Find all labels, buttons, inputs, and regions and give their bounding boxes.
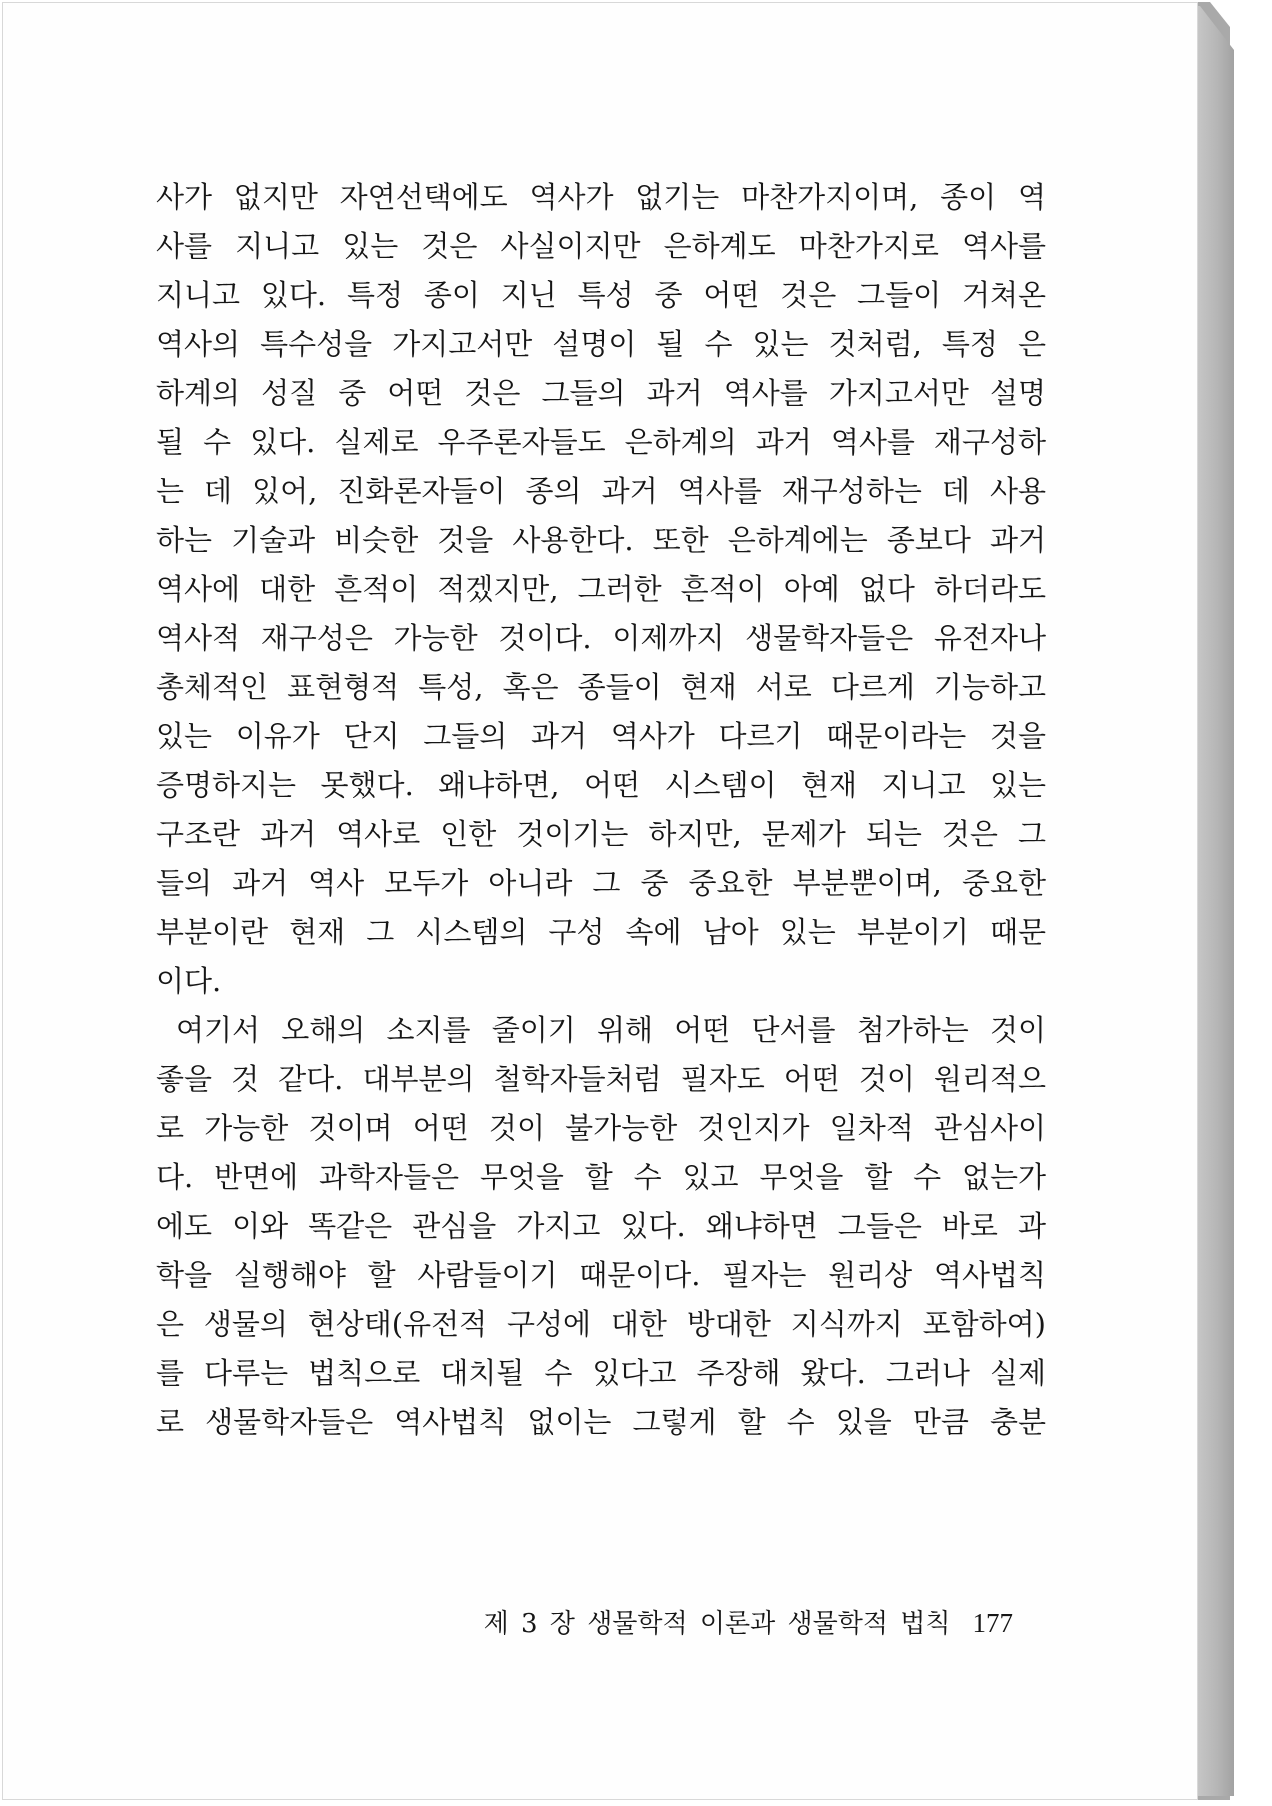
page-stack-edge xyxy=(1194,6,1234,1796)
text-line: 은 생물의 현상태(유전적 구성에 대한 방대한 지식까지 포함하여) xyxy=(156,1307,1046,1341)
text-line: 있는 이유가 단지 그들의 과거 역사가 다르기 때문이라는 것을 xyxy=(156,719,1046,753)
text-line: 역사적 재구성은 가능한 것이다. 이제까지 생물학자들은 유전자나 xyxy=(156,621,1046,655)
text-line: 부분이란 현재 그 시스템의 구성 속에 남아 있는 부분이기 때문 xyxy=(156,915,1046,949)
paragraph-2 xyxy=(156,1006,1046,1447)
text-line: 하계의 성질 중 어떤 것은 그들의 과거 역사를 가지고서만 설명 xyxy=(156,376,1046,410)
body-text xyxy=(156,173,1046,1447)
book-page xyxy=(2,2,1198,1800)
text-line: 학을 실행해야 할 사람들이기 때문이다. 필자는 원리상 역사법칙 xyxy=(156,1258,1046,1292)
text-line: 이다. xyxy=(156,964,222,998)
text-line: 총체적인 표현형적 특성, 혹은 종들이 현재 서로 다르게 기능하고 xyxy=(156,670,1046,704)
text-line: 증명하지는 못했다. 왜냐하면, 어떤 시스템이 현재 지니고 있는 xyxy=(156,768,1046,802)
text-line: 는 데 있어, 진화론자들이 종의 과거 역사를 재구성하는 데 사용 xyxy=(156,474,1046,508)
page-footer xyxy=(443,1603,1013,1640)
text-line: 에도 이와 똑같은 관심을 가지고 있다. 왜냐하면 그들은 바로 과 xyxy=(156,1209,1046,1243)
text-line: 역사에 대한 흔적이 적겠지만, 그러한 흔적이 아예 없다 하더라도 xyxy=(156,572,1046,606)
text-line: 로 생물학자들은 역사법칙 없이는 그렇게 할 수 있을 만큼 충분 xyxy=(156,1405,1046,1439)
text-line: 사가 없지만 자연선택에도 역사가 없기는 마찬가지이며, 종이 역 xyxy=(156,180,1046,214)
text-line: 로 가능한 것이며 어떤 것이 불가능한 것인지가 일차적 관심사이 xyxy=(156,1111,1046,1145)
paragraph-1 xyxy=(156,173,1046,1006)
text-line: 좋을 것 같다. 대부분의 철학자들처럼 필자도 어떤 것이 원리적으 xyxy=(156,1062,1046,1096)
text-line: 여기서 오해의 소지를 줄이기 위해 어떤 단서를 첨가하는 것이 xyxy=(176,1013,1046,1047)
text-line: 지니고 있다. 특정 종이 지닌 특성 중 어떤 것은 그들이 거쳐온 xyxy=(156,278,1046,312)
page-number: 177 xyxy=(972,1608,1013,1638)
text-line: 하는 기술과 비슷한 것을 사용한다. 또한 은하계에는 종보다 과거 xyxy=(156,523,1046,557)
text-line: 들의 과거 역사 모두가 아니라 그 중 중요한 부분뿐이며, 중요한 xyxy=(156,866,1046,900)
text-line: 될 수 있다. 실제로 우주론자들도 은하계의 과거 역사를 재구성하 xyxy=(156,425,1046,459)
text-line: 역사의 특수성을 가지고서만 설명이 될 수 있는 것처럼, 특정 은 xyxy=(156,327,1046,361)
text-line: 를 다루는 법칙으로 대치될 수 있다고 주장해 왔다. 그러나 실제 xyxy=(156,1356,1046,1390)
text-line: 다. 반면에 과학자들은 무엇을 할 수 있고 무엇을 할 수 없는가 xyxy=(156,1160,1046,1194)
text-line: 구조란 과거 역사로 인한 것이기는 하지만, 문제가 되는 것은 그 xyxy=(156,817,1046,851)
running-title: 제 3 장 생물학적 이론과 생물학적 법칙 xyxy=(483,1609,951,1639)
text-line: 사를 지니고 있는 것은 사실이지만 은하계도 마찬가지로 역사를 xyxy=(156,229,1046,263)
